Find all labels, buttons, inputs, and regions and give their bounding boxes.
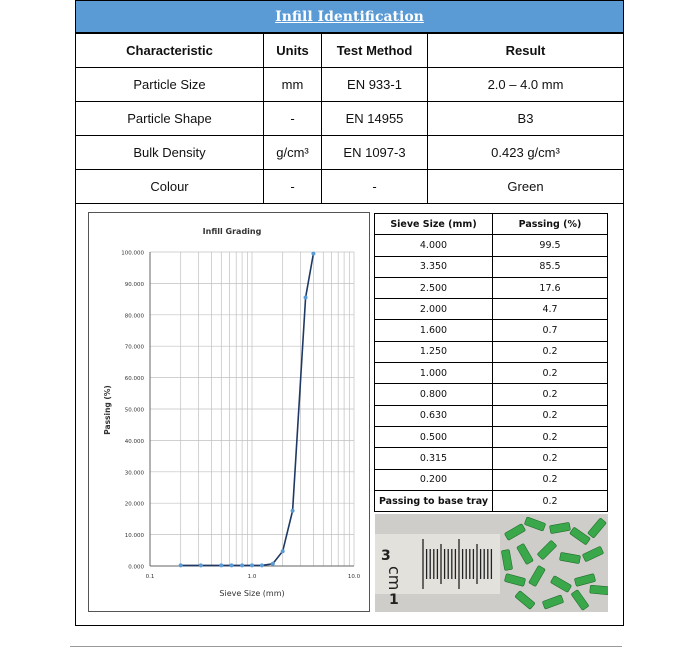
table-cell: 0.2	[493, 341, 608, 362]
table-cell: 4.7	[493, 299, 608, 320]
table-cell: 99.5	[493, 235, 608, 256]
data-point	[199, 563, 203, 567]
table-row	[76, 136, 624, 170]
y-tick-label: 100.000	[121, 250, 144, 257]
table-cell: 85.5	[493, 256, 608, 277]
grading-chart	[88, 212, 370, 612]
y-tick-label: 30.000	[124, 470, 144, 477]
header-cell: Units	[264, 34, 322, 68]
y-tick-label: 10.000	[124, 533, 144, 540]
table-row	[375, 469, 608, 490]
table-row	[375, 490, 608, 511]
table-row	[375, 235, 608, 256]
sieve-table	[374, 213, 608, 512]
y-tick-label: 80.000	[124, 313, 144, 320]
table-row	[76, 102, 624, 136]
y-tick-label: 50.000	[124, 407, 144, 414]
table-cell: 0.2	[493, 469, 608, 490]
x-axis-label: Sieve Size (mm)	[219, 589, 285, 598]
chart-title: Infill Grading	[202, 227, 262, 236]
table-cell: 0.630	[375, 405, 493, 426]
ruler-number: 3	[381, 548, 391, 564]
ruler-label: cm	[385, 566, 404, 591]
y-axis-label: Passing (%)	[103, 385, 112, 435]
table-cell: g/cm³	[264, 136, 322, 170]
y-tick-label: 0.000	[128, 564, 144, 571]
table-row	[76, 68, 624, 102]
table-cell: Particle Size	[76, 68, 264, 102]
x-tick-label: 10.0	[347, 574, 361, 580]
table-cell: EN 1097-3	[322, 136, 428, 170]
data-point	[179, 563, 183, 567]
table-cell: 0.2	[493, 405, 608, 426]
y-tick-label: 70.000	[124, 344, 144, 351]
table-cell: Particle Shape	[76, 102, 264, 136]
infill-photo	[375, 514, 608, 612]
y-tick-label: 90.000	[124, 281, 144, 288]
table-cell: 0.2	[493, 490, 608, 511]
pellet	[590, 585, 608, 595]
header-cell: Test Method	[322, 34, 428, 68]
section-title: Infill Identification	[75, 0, 624, 33]
data-point	[240, 563, 244, 567]
table-cell: 0.7	[493, 320, 608, 341]
table-cell: 0.423 g/cm³	[428, 136, 624, 170]
table-cell: -	[264, 102, 322, 136]
data-point	[311, 252, 315, 256]
table-cell: EN 933-1	[322, 68, 428, 102]
y-tick-label: 20.000	[124, 501, 144, 508]
y-tick-label: 40.000	[124, 438, 144, 445]
header-cell: Result	[428, 34, 624, 68]
sieve-header-row	[375, 214, 608, 235]
ruler-number: 1	[389, 592, 399, 608]
table-cell: 0.2	[493, 363, 608, 384]
data-point	[291, 509, 295, 513]
table-row	[375, 299, 608, 320]
table-cell: 1.250	[375, 341, 493, 362]
header-cell: Characteristic	[76, 34, 264, 68]
table-cell: 1.000	[375, 363, 493, 384]
table-cell: Green	[428, 170, 624, 204]
data-point	[250, 563, 254, 567]
table-cell: Colour	[76, 170, 264, 204]
page-bottom-rule	[70, 646, 622, 647]
data-point	[260, 563, 264, 567]
table-cell: Bulk Density	[76, 136, 264, 170]
x-tick-label: 0.1	[145, 574, 155, 580]
table-cell: B3	[428, 102, 624, 136]
table-cell: 0.2	[493, 448, 608, 469]
table-row	[375, 277, 608, 298]
table-cell: 0.500	[375, 426, 493, 447]
table-header-row	[76, 34, 624, 68]
table-cell: 2.000	[375, 299, 493, 320]
table-cell: 0.800	[375, 384, 493, 405]
table-cell: 17.6	[493, 277, 608, 298]
data-point	[281, 549, 285, 553]
table-cell: -	[264, 170, 322, 204]
table-row	[375, 384, 608, 405]
table-cell: 3.350	[375, 256, 493, 277]
chart-grid	[150, 252, 354, 566]
table-row	[375, 341, 608, 362]
table-cell: 4.000	[375, 235, 493, 256]
table-cell: EN 14955	[322, 102, 428, 136]
table-cell: -	[322, 170, 428, 204]
table-row	[375, 256, 608, 277]
table-row	[76, 170, 624, 204]
infill-photo-drawing	[375, 514, 608, 612]
table-cell: 2.500	[375, 277, 493, 298]
table-cell: Passing to base tray	[375, 490, 493, 511]
table-cell: 1.600	[375, 320, 493, 341]
header-cell: Passing (%)	[493, 214, 608, 235]
characteristics-table	[75, 33, 624, 204]
table-row	[375, 363, 608, 384]
data-point	[230, 563, 234, 567]
header-cell: Sieve Size (mm)	[375, 214, 493, 235]
table-cell: 0.200	[375, 469, 493, 490]
x-tick-label: 1.0	[247, 574, 257, 580]
table-row	[375, 405, 608, 426]
table-row	[375, 448, 608, 469]
table-row	[375, 320, 608, 341]
table-row	[375, 426, 608, 447]
table-cell: 0.315	[375, 448, 493, 469]
data-point	[219, 563, 223, 567]
y-tick-label: 60.000	[124, 376, 144, 383]
table-cell: 0.2	[493, 384, 608, 405]
table-cell: mm	[264, 68, 322, 102]
data-point	[271, 562, 275, 566]
table-cell: 0.2	[493, 426, 608, 447]
table-cell: 2.0 – 4.0 mm	[428, 68, 624, 102]
data-point	[304, 296, 308, 300]
